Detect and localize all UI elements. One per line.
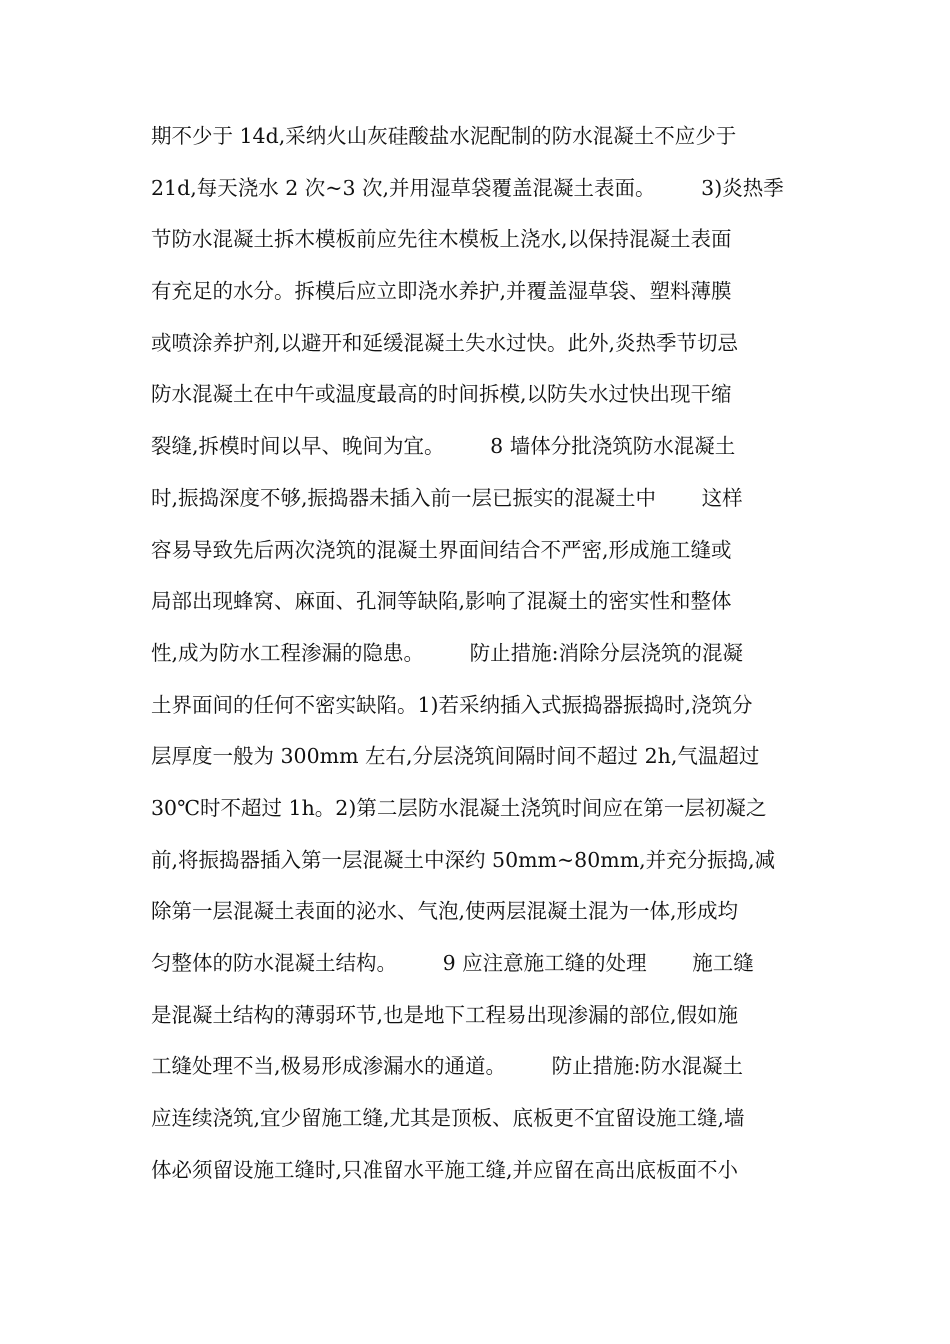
text-line: 或喷涂养护剂,以避开和延缓混凝土失水过快。此外,炎热季节切忌 bbox=[151, 330, 739, 355]
text-line: 局部出现蜂窝、麻面、孔洞等缺陷,影响了混凝土的密实性和整体 bbox=[151, 589, 732, 614]
text-line: 性,成为防水工程渗漏的隐患。 防止措施:消除分层浇筑的混凝 bbox=[151, 640, 744, 665]
text-line: 体必须留设施工缝时,只准留水平施工缝,并应留在高出底板面不小 bbox=[151, 1157, 739, 1182]
text-line: 土界面间的任何不密实缺陷。1)若采纳插入式振捣器振捣时,浇筑分 bbox=[151, 692, 753, 717]
text-line: 30℃时不超过 1h。2)第二层防水混凝土浇筑时间应在第一层初凝之 bbox=[151, 795, 767, 820]
text-line: 工缝处理不当,极易形成渗漏水的通道。 防止措施:防水混凝土 bbox=[151, 1054, 744, 1079]
text-line: 21d,每天浇水 2 次~3 次,并用湿草袋覆盖混凝土表面。 3)炎热季 bbox=[151, 175, 784, 200]
text-line: 层厚度一般为 300mm 左右,分层浇筑间隔时间不超过 2h,气温超过 bbox=[151, 744, 760, 769]
text-line: 前,将振捣器插入第一层混凝土中深约 50mm~80mm,并充分振捣,减 bbox=[151, 847, 776, 872]
text-line: 应连续浇筑,宜少留施工缝,尤其是顶板、底板更不宜留设施工缝,墙 bbox=[151, 1106, 745, 1131]
body-text bbox=[151, 118, 811, 1203]
text-line: 除第一层混凝土表面的泌水、气泡,使两层混凝土混为一体,形成均 bbox=[151, 899, 739, 924]
text-line: 容易导致先后两次浇筑的混凝土界面间结合不严密,形成施工缝或 bbox=[151, 537, 732, 562]
text-line: 防水混凝土在中午或温度最高的时间拆模,以防失水过快出现干缩 bbox=[151, 382, 732, 407]
text-line: 时,振捣深度不够,振捣器未插入前一层已振实的混凝土中 这样 bbox=[151, 485, 743, 510]
text-line: 期不少于 14d,采纳火山灰硅酸盐水泥配制的防水混凝土不应少于 bbox=[151, 124, 737, 148]
text-line: 有充足的水分。拆模后应立即浇水养护,并覆盖湿草袋、塑料薄膜 bbox=[151, 279, 732, 304]
text-line: 裂缝,拆模时间以早、晚间为宜。 8 墙体分批浇筑防水混凝土 bbox=[151, 434, 736, 459]
text-line: 是混凝土结构的薄弱环节,也是地下工程易出现渗漏的部位,假如施 bbox=[151, 1002, 739, 1027]
text-line: 匀整体的防水混凝土结构。 9 应注意施工缝的处理 施工缝 bbox=[151, 951, 754, 975]
text-line: 节防水混凝土拆木模板前应先往木模板上浇水,以保持混凝土表面 bbox=[151, 227, 732, 252]
